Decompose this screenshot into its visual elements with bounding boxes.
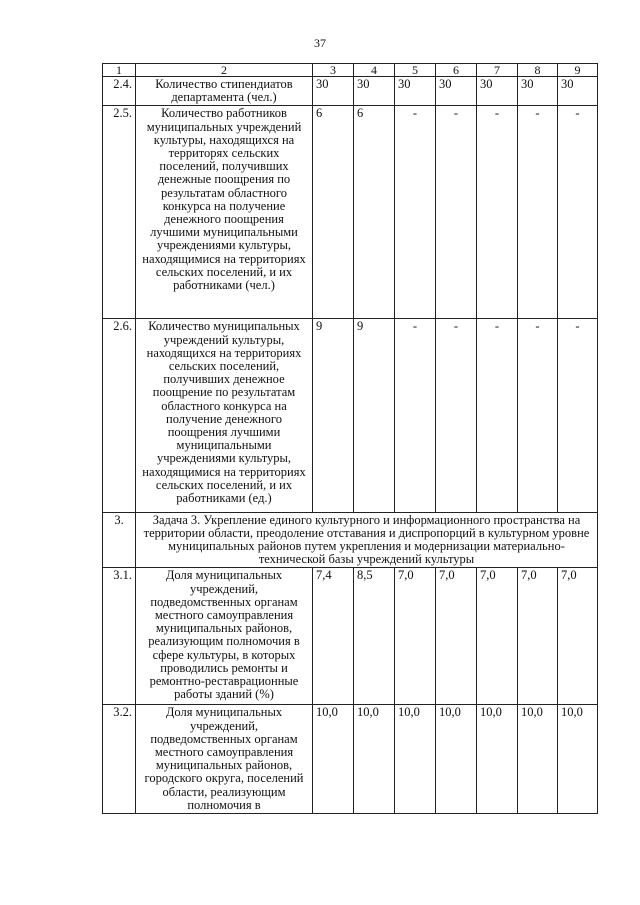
value-cell: 10,0: [518, 705, 558, 814]
task-row: [103, 513, 598, 568]
row-number: 3.2.: [103, 705, 136, 814]
row-number: 2.6.: [103, 319, 136, 513]
value-cell: 8,5: [354, 568, 395, 705]
value-cell: 7,0: [395, 568, 436, 705]
header-cell: 4: [354, 64, 395, 77]
value-cell: 7,4: [313, 568, 354, 705]
row-number: 3.: [103, 513, 136, 568]
header-cell: 8: [518, 64, 558, 77]
header-cell: 7: [477, 64, 518, 77]
page-number: 37: [314, 36, 326, 50]
value-cell: -: [518, 106, 558, 319]
row-number: 3.1.: [103, 568, 136, 705]
indicator-name: Количество работников муниципальных учреждений культуры, находящихся на территорях сельских поселений, получивших денежные поощрения по результатам областного конкурса на получение денежного поощрения лучшими муниципальными учреждениями культуры, находящимися на территориях сельских поселений, и их работниками (чел.): [136, 106, 313, 319]
header-row: [103, 64, 598, 77]
value-cell: -: [558, 106, 598, 319]
value-cell: 10,0: [436, 705, 477, 814]
table-row: [103, 568, 598, 705]
table-row: [103, 319, 598, 513]
value-cell: 30: [558, 77, 598, 106]
indicators-table: [102, 63, 598, 814]
value-cell: 10,0: [477, 705, 518, 814]
table-row: [103, 705, 598, 814]
value-cell: -: [477, 319, 518, 513]
value-cell: 30: [313, 77, 354, 106]
task-title: Задача 3. Укрепление единого культурного и информационного пространства на территории области, преодоление отставания и диспропорций в культурном уровне муниципальных районов путем укрепления и модернизации материально-технической базы учреждений культуры: [136, 513, 598, 568]
header-cell: 1: [103, 64, 136, 77]
value-cell: -: [518, 319, 558, 513]
header-cell: 5: [395, 64, 436, 77]
value-cell: -: [395, 319, 436, 513]
indicator-name: Доля муниципальных учреждений, подведомственных органам местного самоуправления муниципальных районов, реализующим полномочия в сфере культуры, в которых проводились ремонты и ремонтно-реставрационные работы зданий (%): [136, 568, 313, 705]
value-cell: 10,0: [558, 705, 598, 814]
value-cell: 7,0: [518, 568, 558, 705]
value-cell: 6: [354, 106, 395, 319]
row-number: 2.4.: [103, 77, 136, 106]
indicator-name: Количество стипендиатов департамента (чел.): [136, 77, 313, 106]
value-cell: 9: [354, 319, 395, 513]
header-cell: 9: [558, 64, 598, 77]
value-cell: 30: [354, 77, 395, 106]
value-cell: 9: [313, 319, 354, 513]
value-cell: 7,0: [436, 568, 477, 705]
header-cell: 2: [136, 64, 313, 77]
value-cell: 30: [395, 77, 436, 106]
value-cell: -: [477, 106, 518, 319]
header-cell: 6: [436, 64, 477, 77]
value-cell: 30: [518, 77, 558, 106]
table-row: [103, 77, 598, 106]
indicator-name: Количество муниципальных учреждений культуры, находящихся на территориях сельских поселений, получивших денежное поощрение по результатам областного конкурса на получение денежного поощрения лучшими муниципальными учреждениями культуры, находящимися на территориях сельских поселений, и их работниками (ед.): [136, 319, 313, 513]
indicator-name: Доля муниципальных учреждений, подведомственных органам местного самоуправления муниципальных районов, городского округа, поселений области, реализующим полномочия в: [136, 705, 313, 814]
value-cell: 10,0: [313, 705, 354, 814]
value-cell: -: [436, 106, 477, 319]
table-row: [103, 106, 598, 319]
row-number: 2.5.: [103, 106, 136, 319]
value-cell: -: [395, 106, 436, 319]
value-cell: 30: [436, 77, 477, 106]
value-cell: -: [436, 319, 477, 513]
value-cell: 30: [477, 77, 518, 106]
value-cell: -: [558, 319, 598, 513]
value-cell: 6: [313, 106, 354, 319]
value-cell: 7,0: [477, 568, 518, 705]
value-cell: 7,0: [558, 568, 598, 705]
header-cell: 3: [313, 64, 354, 77]
value-cell: 10,0: [395, 705, 436, 814]
value-cell: 10,0: [354, 705, 395, 814]
